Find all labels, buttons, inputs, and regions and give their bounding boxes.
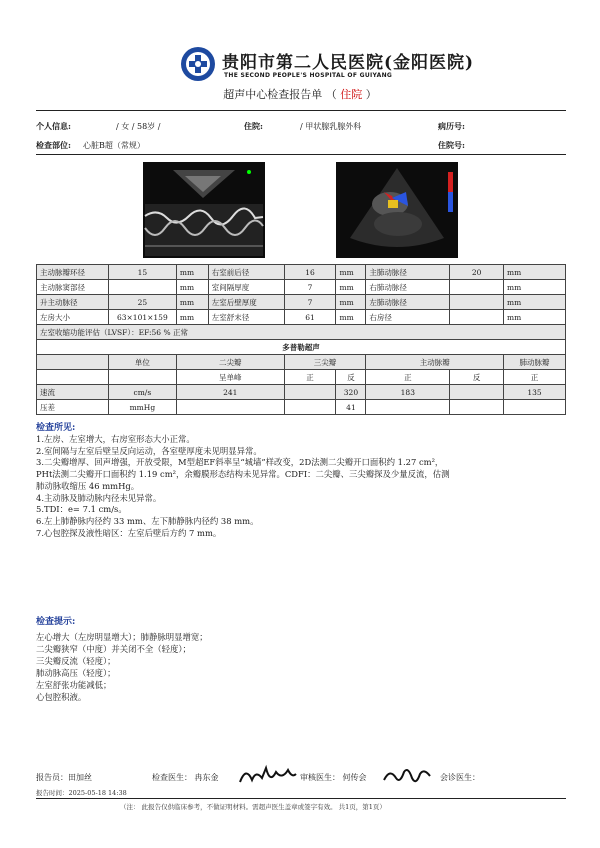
impression-line: 心包腔积液。 xyxy=(36,691,87,702)
measure-label: 主动脉瓣环径 xyxy=(37,265,109,280)
measure-value: 25 xyxy=(108,295,176,310)
measure-value xyxy=(450,295,504,310)
measure-label: 左房大小 xyxy=(37,310,109,325)
measure-value xyxy=(108,280,176,295)
table-row xyxy=(37,310,566,325)
impression-list xyxy=(36,632,566,703)
lvsf-text: 左室收缩功能评估（LVSF）：EF:56 % 正常 xyxy=(37,325,566,340)
ward-open: （ xyxy=(325,88,337,101)
hospital-logo-icon xyxy=(180,46,216,82)
doppler-pressure-row xyxy=(37,400,566,415)
findings-title: 检查所见: xyxy=(36,423,76,433)
ward-close: ） xyxy=(365,88,377,101)
lvsf-row xyxy=(37,325,566,340)
measure-unit: mm xyxy=(176,280,208,295)
doppler-sub-row xyxy=(37,370,566,385)
doppler-value xyxy=(504,400,566,415)
report-time: 报告时间：2025-05-18 14:38 xyxy=(36,789,127,797)
measure-value: 7 xyxy=(284,295,336,310)
doppler-value xyxy=(284,400,336,415)
doppler-row-label: 压差 xyxy=(37,400,109,415)
measure-label: 主肺动脉径 xyxy=(366,265,450,280)
exam-label: 检查部位: xyxy=(36,140,71,150)
measure-label: 右室前后径 xyxy=(208,265,284,280)
measure-value: 20 xyxy=(450,265,504,280)
gender-age: / 女 / 58岁 / xyxy=(116,122,161,131)
inpatient-label: 住院号: xyxy=(438,140,465,150)
report-title-text: 超声中心检查报告单 xyxy=(223,88,323,101)
finding-line: 5.TDI：e= 7.1 cm/s。 xyxy=(36,504,127,515)
doppler-value: 241 xyxy=(176,385,284,400)
doppler-sub: 正 xyxy=(284,370,336,385)
measure-value: 61 xyxy=(284,310,336,325)
doppler-value xyxy=(366,400,450,415)
doppler-ultrasound-image xyxy=(336,162,458,258)
measure-unit: mm xyxy=(176,310,208,325)
doppler-value xyxy=(450,385,504,400)
doppler-head: 肺动脉瓣 xyxy=(504,355,566,370)
hospital-name-cn: 贵阳市第二人民医院(金阳医院) xyxy=(222,53,475,73)
doppler-unit: mmHg xyxy=(108,400,176,415)
measure-unit: mm xyxy=(504,280,566,295)
doppler-value xyxy=(176,400,284,415)
exam-value: 心脏B超（常规） xyxy=(83,141,145,150)
measure-label: 升主动脉径 xyxy=(37,295,109,310)
table-row xyxy=(37,265,566,280)
measure-unit: mm xyxy=(336,295,366,310)
info-label: 个人信息: xyxy=(36,121,71,131)
doppler-value: 41 xyxy=(336,400,366,415)
report-title xyxy=(0,86,600,102)
doppler-title-row xyxy=(37,340,566,355)
doppler-sub: 呈单峰 xyxy=(176,370,284,385)
measure-label: 左室后壁厚度 xyxy=(208,295,284,310)
m-mode-ultrasound-image xyxy=(143,162,265,258)
doppler-head: 三尖瓣 xyxy=(284,355,366,370)
reporter: 报告员：田加丝 xyxy=(36,773,92,782)
exam-doctor: 检查医生： 冉东金 xyxy=(152,773,219,782)
doppler-sub: 正 xyxy=(366,370,450,385)
ward-label: 住院 xyxy=(340,88,363,101)
measure-label: 室间隔厚度 xyxy=(208,280,284,295)
impression-line: 左室舒张功能减低； xyxy=(36,679,112,690)
findings-list xyxy=(36,434,566,539)
doppler-value: 183 xyxy=(366,385,450,400)
doppler-head: 二尖瓣 xyxy=(176,355,284,370)
table-row xyxy=(37,280,566,295)
finding-line: 2.室间隔与左室后壁呈反向运动，各室壁厚度未见明显异常。 xyxy=(36,445,262,456)
doppler-row-label: 速流 xyxy=(37,385,109,400)
dept-label: 住院: xyxy=(244,121,263,131)
measure-unit: mm xyxy=(504,265,566,280)
review-doctor: 审核医生： 何传会 xyxy=(300,773,367,782)
table-row xyxy=(37,295,566,310)
impression-title: 检查提示: xyxy=(36,617,76,627)
doppler-velocity-row xyxy=(37,385,566,400)
measure-label: 主动脉窦部径 xyxy=(37,280,109,295)
signature-row xyxy=(36,770,566,788)
finding-line: 1.左房、左室增大，右房室形态大小正常。 xyxy=(36,434,195,444)
finding-line: 4.主动脉及肺动脉内径未见异常。 xyxy=(36,492,162,503)
report-header xyxy=(0,40,600,86)
record-label: 病历号: xyxy=(438,121,465,131)
doctor-signature-icon xyxy=(236,764,298,788)
measure-value: 63×101×159 xyxy=(108,310,176,325)
footer-note: （注： 此报告仅供临床参考，不做证明材料。需超声医生盖章或签字有效。 共1页，第1页） xyxy=(120,803,386,811)
doppler-sub: 反 xyxy=(450,370,504,385)
doppler-head: 单位 xyxy=(108,355,176,370)
measure-value: 7 xyxy=(284,280,336,295)
doppler-sub: 反 xyxy=(336,370,366,385)
measurement-table xyxy=(36,264,566,415)
impression-line: 肺动脉高压（轻度）； xyxy=(36,667,116,678)
measure-value xyxy=(450,280,504,295)
header-divider xyxy=(36,110,566,111)
measure-unit: mm xyxy=(504,295,566,310)
doppler-sub: 正 xyxy=(504,370,566,385)
doppler-value xyxy=(450,400,504,415)
measure-unit: mm xyxy=(176,265,208,280)
doppler-head-row xyxy=(37,355,566,370)
impression-line: 三尖瓣反流（轻度）； xyxy=(36,655,116,666)
empty-cell xyxy=(37,355,109,370)
doppler-head: 主动脉瓣 xyxy=(366,355,504,370)
finding-line: PHt法测二尖瓣开口面积约 1.19 cm²，余瓣膜形态结构未见异常。CDFI：二尖瓣、三尖瓣探及少量反流，估测 xyxy=(36,469,450,480)
doppler-value: 320 xyxy=(336,385,366,400)
doppler-value xyxy=(284,385,336,400)
measure-unit: mm xyxy=(336,265,366,280)
measure-unit: mm xyxy=(176,295,208,310)
info-divider xyxy=(36,154,566,155)
measure-label: 左室舒末径 xyxy=(208,310,284,325)
measure-unit: mm xyxy=(504,310,566,325)
measure-label: 左肺动脉径 xyxy=(366,295,450,310)
finding-line: 6.左上肺静脉内径约 33 mm、左下肺静脉内径约 38 mm。 xyxy=(36,515,259,526)
doppler-title: 多普勒超声 xyxy=(37,340,566,355)
dept-value: / 甲状腺乳腺外科 xyxy=(300,122,362,131)
measure-value: 15 xyxy=(108,265,176,280)
consult-doctor: 会诊医生： xyxy=(440,773,480,782)
doppler-unit: cm/s xyxy=(108,385,176,400)
hospital-name-en: THE SECOND PEOPLE'S HOSPITAL OF GUIYANG xyxy=(224,72,393,79)
measure-value xyxy=(450,310,504,325)
measure-label: 右房径 xyxy=(366,310,450,325)
impression-line: 左心增大（左房明显增大）；肺静脉明显增宽； xyxy=(36,632,208,642)
finding-line: 肺动脉收缩压 46 mmHg。 xyxy=(36,480,140,491)
finding-line: 7.心包腔探及液性暗区：左室后壁后方约 7 mm。 xyxy=(36,527,222,538)
footer-divider xyxy=(36,798,566,799)
measure-label: 右肺动脉径 xyxy=(366,280,450,295)
impression-line: 二尖瓣狭窄（中度）并关闭不全（轻度）； xyxy=(36,643,191,654)
reviewer-signature-icon xyxy=(382,764,434,788)
measure-unit: mm xyxy=(336,280,366,295)
empty-cell xyxy=(108,370,176,385)
measure-unit: mm xyxy=(336,310,366,325)
empty-cell xyxy=(37,370,109,385)
doppler-value: 135 xyxy=(504,385,566,400)
finding-line: 3.二尖瓣增厚、回声增强，开放受限，M型超EF斜率呈“城墙”样改变，2D法测二尖瓣开口面积约 1.27 cm²， xyxy=(36,457,444,468)
measure-value: 16 xyxy=(284,265,336,280)
